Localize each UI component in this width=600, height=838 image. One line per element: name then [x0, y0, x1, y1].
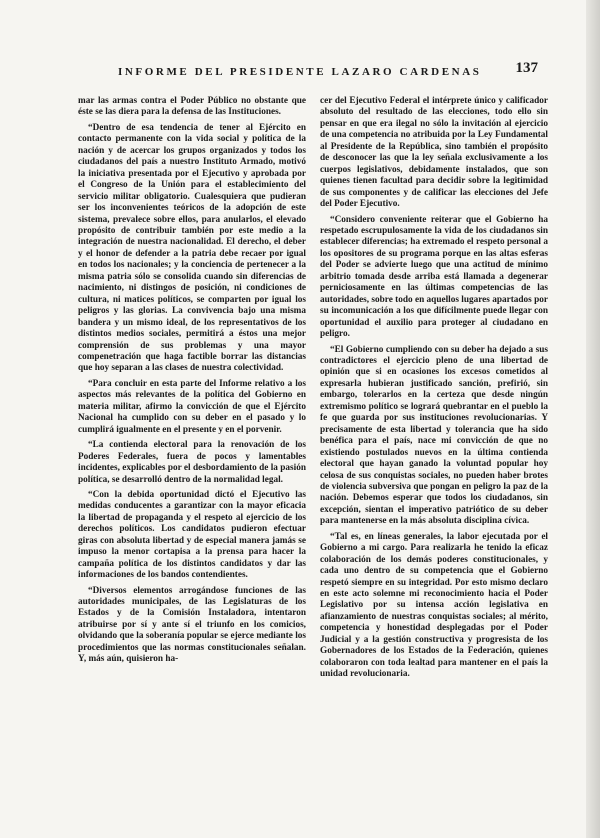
- paragraph: “Para concluir en esta parte del Informe relativo a los aspectos más relevantes de la política del Gobierno en materia militar, afirmo la convicción de que el Ejército Nacional ha cumplido con su deber en el pasado y lo cumplirá igualmente en el presente y en el porvenir.: [78, 378, 306, 435]
- paragraph: mar las armas contra el Poder Público no obstante que éste se las diera para la defensa de las Instituciones.: [78, 96, 306, 118]
- running-title: INFORME DEL PRESIDENTE LAZARO CARDENAS: [118, 66, 482, 78]
- paragraph: cer del Ejecutivo Federal el intérprete único y calificador absoluto del resultado de las elecciones, todo ello sin pensar en que era ilegal no sólo la invitación al ejercicio de una competencia no atribuida por la Ley Fundamental al Presidente de la República, sino también el propósito de desconocer las que la ley señala exclusivamente a los cuerpos legislativos, debidamente instalados, que son quienes tienen facultad para decidir sobre la legitimidad de sus componentes y de calificar las elecciones del Jefe del Poder Ejecutivo.: [320, 96, 548, 210]
- paragraph: “Considero conveniente reiterar que el Gobierno ha respetado escrupulosamente la vida de los ciudadanos sin establecer diferencias; ha extremado el respeto personal a los opositores de su programa porque en las altas esferas del Poder se advierte luego que una actitud de mínimo arbitrio tomada desde arriba está llamada a degenerar perniciosamente en las últimas competencias de las autoridades, sobre todo en aquellos lugares apartados por su incomunicación a los que difícilmente puede llegar con oportunidad el auxilio para proteger al ciudadano en peligro.: [320, 214, 548, 340]
- page-header: [118, 60, 538, 78]
- text-columns: [78, 96, 548, 796]
- right-column: [320, 96, 548, 796]
- paragraph: “Dentro de esa tendencia de tener al Ejército en contacto permanente con la vida social y política de la nación y de acercar los grupos organizados y todos los ciudadanos del país a nuestro Instituto Armado, motivó la iniciativa presentada por el Ejecutivo y aprobada por el Congreso de la Unión para el establecimiento del servicio militar obligatorio. Cualesquiera que pudieran ser los inconvenientes teóricos de la adopción de este sistema, prevalece sobre ellos, para anularlos, el elevado propósito de contribuir también por este medio a la integración de nuestra nacionalidad. El derecho, el deber y el honor de defender a la patria debe recaer por igual en todos los nacionales; y la conciencia de pertenecer a la misma patria sólo se consolida cuando sin diferencias de nacimiento, ni distingos de posición, ni condiciones de cultura, ni matices políticos, se comparten por igual los peligros y las glorias. La convivencia bajo una misma bandera y un mismo ideal, de los representativos de los distintos medios sociales, permitirá a éstos una mejor comprensión de sus problemas y una mayor compenetración que haga factible borrar las distancias que hoy separan a las clases de nuestra colectividad.: [78, 122, 306, 374]
- paragraph: “La contienda electoral para la renovación de los Poderes Federales, fuera de pocos y lamentables incidentes, explicables por el desbordamiento de la pasión política, se desarrolló dentro de la normalidad legal.: [78, 440, 306, 485]
- paragraph: “Diversos elementos arrogándose funciones de las autoridades municipales, de las Legislaturas de los Estados y de la Comisión Instaladora, intentaron atribuirse por sí y ante sí el triunfo en los comicios, olvidando que la soberanía popular se ejerce mediante los procedimientos que las normas constitucionales señalan. Y, más aún, quisieron ha-: [78, 585, 306, 665]
- page-number: 137: [515, 60, 538, 76]
- paragraph: “Tal es, en líneas generales, la labor ejecutada por el Gobierno a mi cargo. Para realizarla he tenido la eficaz colaboración de los demás poderes constitucionales, y cada uno dentro de su competencia que el Gobierno respetó siempre en su integridad. Por esto mismo declaro en este acto solemne mi reconocimiento hacia el Poder Legislativo por su intensa acción legislativa en afianzamiento de nuestras conquistas sociales; al mérito, competencia y honestidad desplegadas por el Poder Judicial y a la gestión constructiva y progresista de los Gobernadores de los Estados de la Federación, quienes colaboraron con toda lealtad para mantener en el país la unidad revolucionaria.: [320, 531, 548, 680]
- paragraph: “Con la debida oportunidad dictó el Ejecutivo las medidas conducentes a garantizar con la mayor eficacia la libertad de propaganda y el respeto al ejercicio de los derechos políticos. Los candidatos pudieron efectuar giras con absoluta libertad y de especial manera jamás se impuso la menor cortapisa a la prensa para hacer la campaña política de los distintos candidatos y dar las informaciones de los bandos contendientes.: [78, 489, 306, 581]
- left-column: [78, 96, 306, 796]
- paragraph: “El Gobierno cumpliendo con su deber ha dejado a sus contradictores el ejercicio pleno de una libertad de opinión que si en ocasiones los excesos cometidos al expresarla hubieran justificado sanción, prefirió, sin embargo, tolerarlos en la certeza que desde ningún extremismo político se logrará quebrantar en el pueblo la fe que guarda por sus instituciones revolucionarias. Y precisamente de esta libertad y tolerancia que ha sido benéfica para el país, nace mi convicción de que no existiendo postulados nuevos en la última contienda electoral que hayan ganado la voluntad popular hoy celosa de sus conquistas sociales, no pueden haber brotes de violencia subversiva que pongan en peligro la paz de la nación. Debemos esperar que todos los ciudadanos, sin excepción, sientan el imperativo patriótico de su deber para mantenerse en la más absoluta disciplina cívica.: [320, 344, 548, 527]
